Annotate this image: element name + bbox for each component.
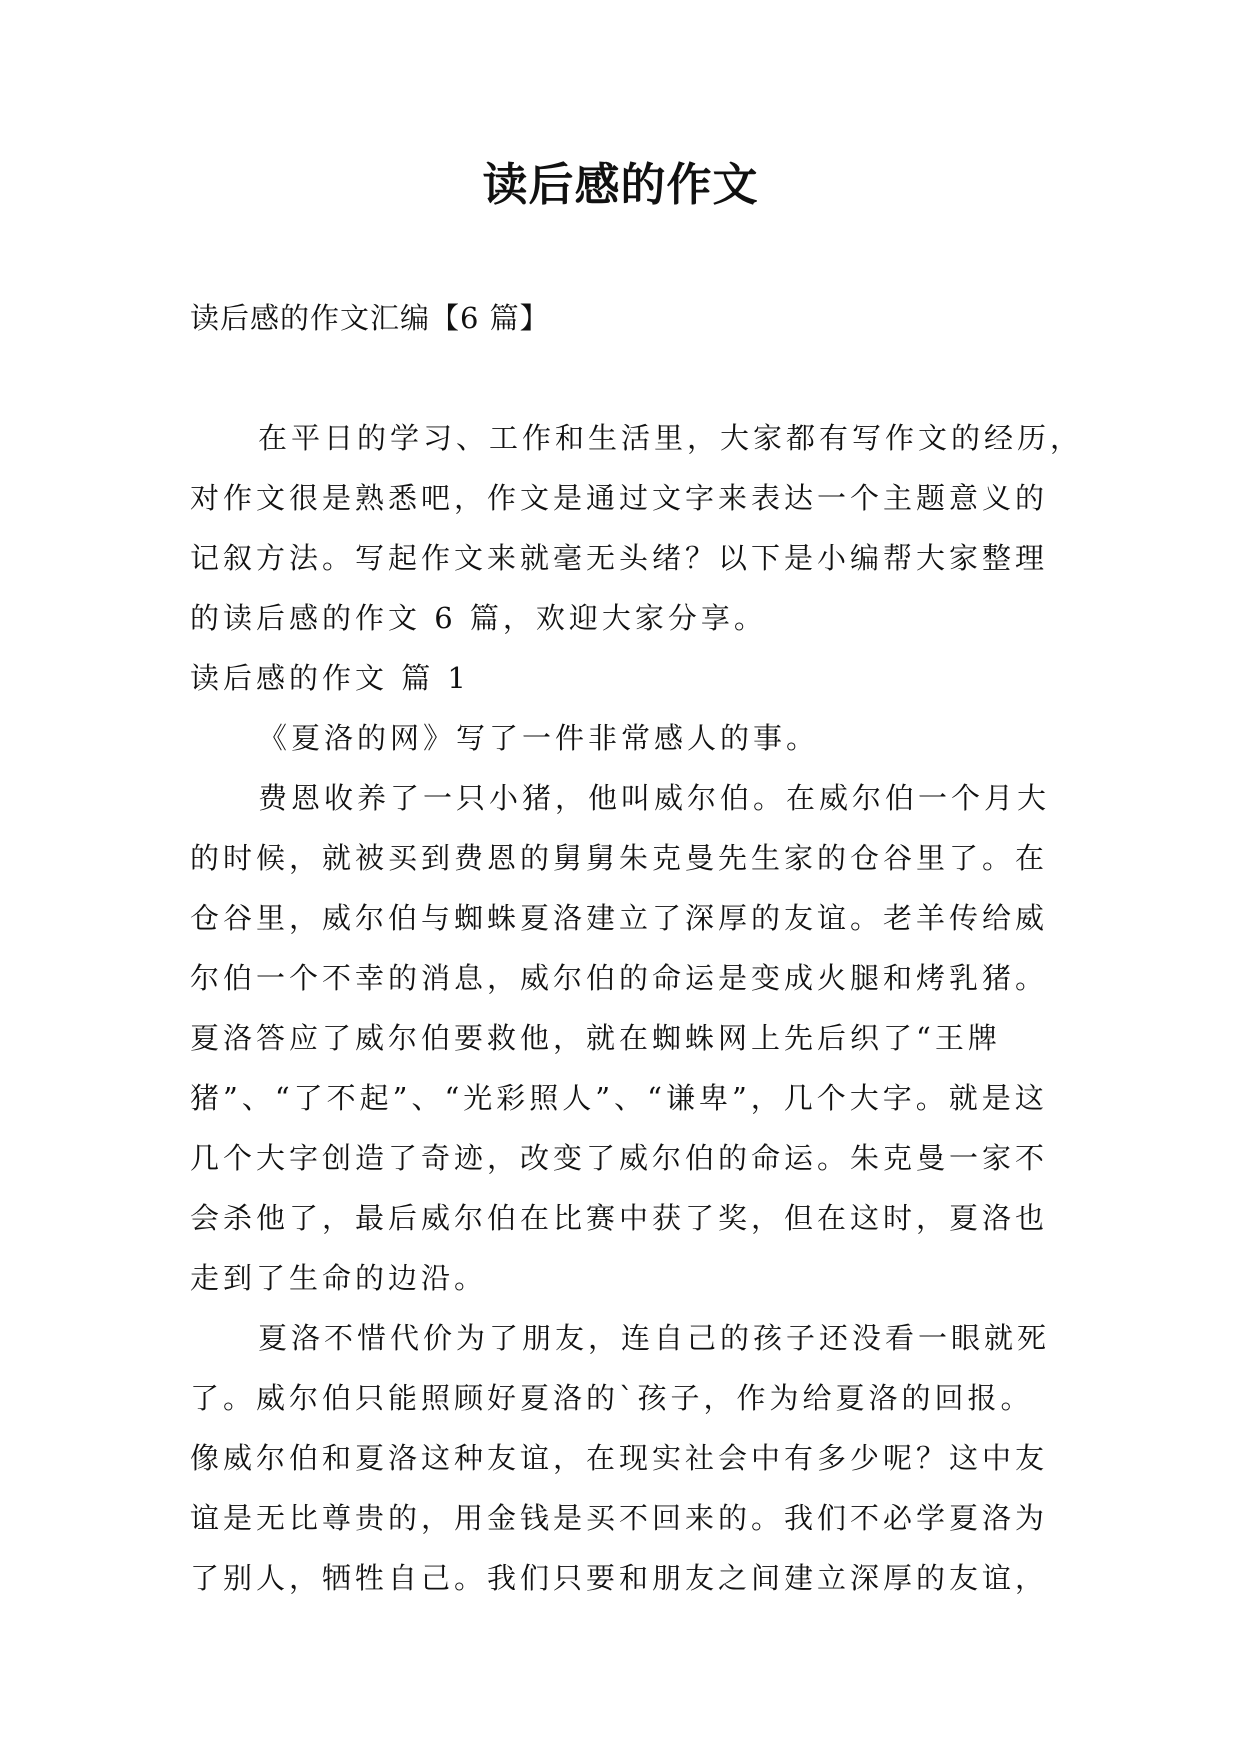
text-line: 《夏洛的网》写了一件非常感人的事。 — [258, 721, 820, 755]
text-line: 记叙方法。写起作文来就毫无头绪？以下是小编帮大家整理 — [190, 541, 1049, 575]
document-title: 读后感的作文 — [482, 158, 759, 211]
paragraph-3 — [190, 1308, 1052, 1608]
text-line: 像威尔伯和夏洛这种友谊，在现实社会中有多少呢？这中友 — [190, 1441, 1049, 1475]
paragraph-2 — [190, 768, 1052, 1308]
document-subtitle: 读后感的作文汇编【6 篇】 — [190, 301, 550, 335]
text-line: 在平日的学习、工作和生活里，大家都有写作文的经历， — [258, 421, 1084, 455]
text-line: 了。威尔伯只能照顾好夏洛的`孩子，作为给夏洛的回报。 — [190, 1381, 1034, 1415]
text-line: 谊是无比尊贵的，用金钱是买不回来的。我们不必学夏洛为 — [190, 1501, 1049, 1535]
text-line: 的读后感的作文 6 篇，欢迎大家分享。 — [190, 601, 767, 635]
text-line: 几个大字创造了奇迹，改变了威尔伯的命运。朱克曼一家不 — [190, 1141, 1049, 1175]
text-line: 仓谷里，威尔伯与蜘蛛夏洛建立了深厚的友谊。老羊传给威 — [190, 901, 1049, 935]
paragraph-1 — [190, 708, 1052, 768]
text-line: 费恩收养了一只小猪，他叫威尔伯。在威尔伯一个月大 — [258, 781, 1051, 815]
text-line: 夏洛不惜代价为了朋友，连自己的孩子还没看一眼就死 — [258, 1321, 1051, 1355]
text-line: 夏洛答应了威尔伯要救他，就在蜘蛛网上先后织了“王牌 — [190, 1021, 1001, 1055]
text-line: 的时候，就被买到费恩的舅舅朱克曼先生家的仓谷里了。在 — [190, 841, 1049, 875]
text-line: 会杀他了，最后威尔伯在比赛中获了奖，但在这时，夏洛也 — [190, 1201, 1049, 1235]
text-line: 尔伯一个不幸的消息，威尔伯的命运是变成火腿和烤乳猪。 — [190, 961, 1049, 995]
text-line: 了别人，牺牲自己。我们只要和朋友之间建立深厚的友谊， — [190, 1561, 1049, 1595]
document-body — [190, 408, 1084, 1608]
text-line: 猪”、“了不起”、“光彩照人”、“谦卑”，几个大字。就是这 — [190, 1081, 1048, 1115]
intro-paragraph — [190, 408, 1084, 648]
section-heading: 读后感的作文 篇 1 — [190, 661, 470, 695]
text-line: 对作文很是熟悉吧，作文是通过文字来表达一个主题意义的 — [190, 481, 1049, 515]
text-line: 走到了生命的边沿。 — [190, 1261, 488, 1295]
